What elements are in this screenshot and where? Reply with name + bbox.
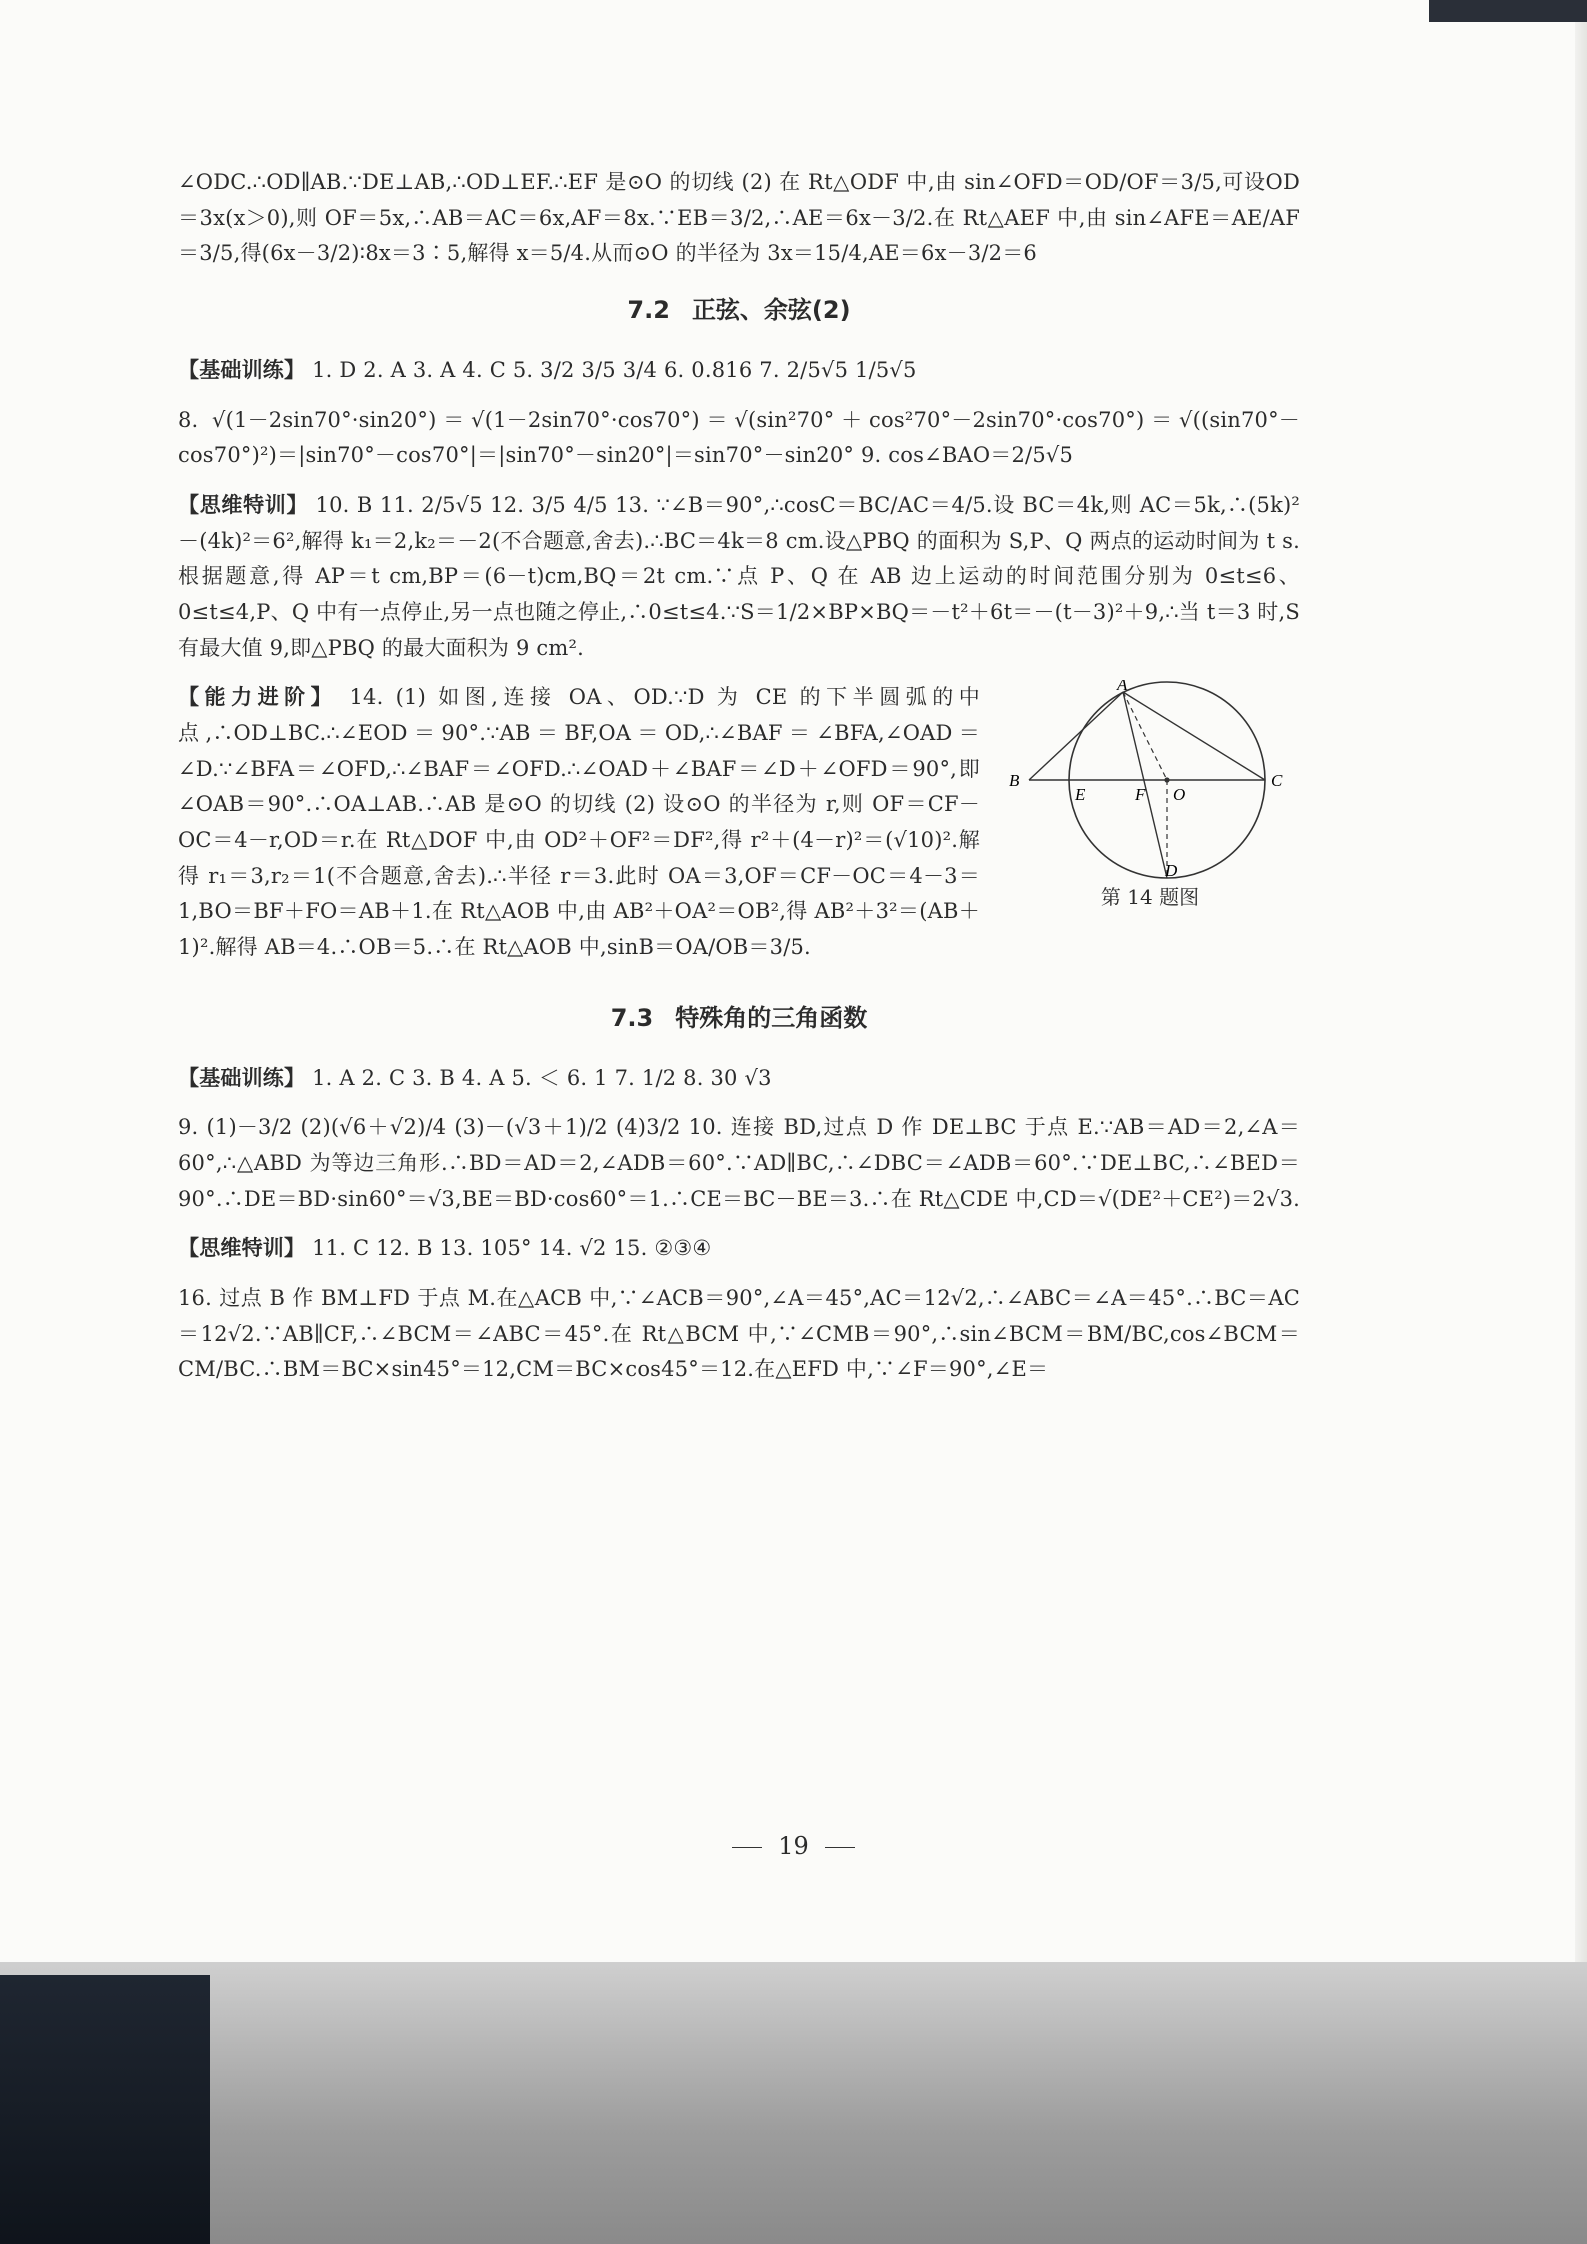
problem-8-9: 8. √(1－2sin70°·sin20°)＝√(1－2sin70°·cos70°)＝√(sin²70°＋cos²70°－2sin70°·cos70°)＝√((sin70°－cos70°)²)＝|sin70°－cos70°|＝|sin70°－sin20°|＝sin70°－sin20° 9. cos∠BAO＝2/5√5 [178,407,1300,468]
label-a: A [1117,680,1128,695]
thinking-training-text: 11. C 12. B 13. 105° 14. √2 15. ②③④ [305,1236,712,1261]
basic-training-text: 1. A 2. C 3. B 4. A 5. ＜ 6. 1 7. 1/2 8. 30 √3 [305,1065,772,1090]
circle-tangent-diagram [1005,680,1295,880]
section-title-7-2 [178,290,1300,331]
thinking-training-tag: 【思维特训】 [178,492,309,517]
problem-16: 16. 过点 B 作 BM⊥FD 于点 M.在△ACB 中,∵∠ACB＝90°,∠A＝45°,AC＝12√2,∴∠ABC＝∠A＝45°.∴BC＝AC＝12√2.∵AB∥CF,∴∠BCM＝∠ABC＝45°.在 Rt△BCM 中,∵∠CMB＝90°,∴sin∠BCM＝BM/BC,cos∠BCM＝CM/BC.∴BM＝BC×sin45°＝12,CM＝BC×cos45°＝12.在△EFD 中,∵∠F＝90°,∠E＝ [178,1286,1300,1382]
figure-caption: 第 14 题图 [1100,885,1200,910]
ability-advance-tag: 【能力进阶】 [178,685,338,710]
continued-solution: ∠ODC.∴OD∥AB.∵DE⊥AB,∴OD⊥EF.∴EF 是⊙O 的切线 (2) 在 Rt△ODF 中,由 sin∠OFD＝OD/OF＝3/5,可设OD＝3x(x＞0),则 OF＝5x,∴AB＝AC＝6x,AF＝8x.∵EB＝3/2,∴AE＝6x－3/2.在 Rt△AEF 中,由 sin∠AFE＝AE/AF＝3/5,得(6x－3/2)∶8x＝3∶5,解得 x＝5/4.从而⊙O 的半径为 3x＝15/4,AE＝6x－3/2＝6 [178,170,1300,266]
center-point [1164,778,1169,783]
problem-9-10: 9. (1)－3/2 (2)(√6＋√2)/4 (3)－(√3＋1)/2 (4)3/2 10. 连接 BD,过点 D 作 DE⊥BC 于点 E.∵AB＝AD＝2,∠A＝60°,∴△ABD 为等边三角形.∴BD＝AD＝2,∠ADB＝60°.∵AD∥BC,∴∠DBC＝∠ADB＝60°.∵DE⊥BC,∴∠BED＝90°.∴DE＝BD·sin60°＝√3,BE＝BD·cos60°＝1.∴CE＝BC－BE＝3.∴在 Rt△CDE 中,CD＝√(DE²＋CE²)＝2√3. [178,1115,1301,1211]
basic-training-tag: 【基础训练】 [178,1065,306,1090]
thinking-training-text: 10. B 11. 2/5√5 12. 3/5 4/5 13. ∵∠B＝90°,∴cosC＝BC/AC＝4/5.设 BC＝4k,则 AC＝5k,∴(5k)²－(4k)²＝6²,解得 k₁＝2,k₂＝－2(不合题意,舍去).∴BC＝4k＝8 cm.设△PBQ 的面积为 S,P、Q 两点的运动时间为 t s.根据题意,得 AP＝t cm,BP＝(6－t)cm,BQ＝2t cm.∵点 P、Q 在 AB 边上运动的时间范围分别为 0≤t≤6、0≤t≤4,P、Q 中有一点停止,另一点也随之停止,∴0≤t≤4.∵S＝1/2×BP×BQ＝－t²＋6t＝－(t－3)²＋9,∴当 t＝3 时,S 有最大值 9,即△PBQ 的最大面积为 9 cm². [178,492,1301,660]
thinking-training-answers [178,1231,1300,1267]
section-number: 7.2 [627,296,670,325]
page-number-value: 19 [778,1832,809,1860]
page-number-dash-right [825,1847,855,1848]
basic-training-tag: 【基础训练】 [178,357,306,382]
section-heading: 特殊角的三角函数 [675,1003,868,1032]
basic-training-text: 1. D 2. A 3. A 4. C 5. 3/2 3/5 3/4 6. 0.816 7. 2/5√5 1/5√5 [305,357,917,382]
scan-border-bottom [0,1962,1587,2244]
line-ac [1123,692,1265,780]
section-heading: 正弦、余弦(2) [691,296,851,325]
figure-14 [1000,680,1300,914]
label-f: F [1135,785,1146,805]
label-d: D [1165,861,1178,881]
label-c: C [1271,771,1283,791]
page-number [0,1832,1587,1860]
label-e: E [1075,785,1086,805]
ability-advance-text: 14. (1) 如图,连接 OA、OD.∵D 为 CE 的下半圆弧的中点,∴OD⊥BC.∴∠EOD＝90°.∵AB＝BF,OA＝OD,∴∠BAF＝∠BFA,∠OAD＝∠D.∵∠BFA＝∠OFD,∴∠BAF＝∠OFD.∴∠OAD＋∠BAF＝∠D＋∠OFD＝90°,即∠OAB＝90°.∴OA⊥AB.∴AB 是⊙O 的切线 (2) 设⊙O 的半径为 r,则 OF＝CF－OC＝4－r,OD＝r.在 Rt△DOF 中,由 OD²＋OF²＝DF²,得 r²＋(4－r)²＝(√10)².解得 r₁＝3,r₂＝1(不合题意,舍去).∴半径 r＝3.此时 OA＝3,OF＝CF－OC＝4－3＝1,BO＝BF＋FO＝AB＋1.在 Rt△AOB 中,由 AB²＋OA²＝OB²,得 AB²＋3²＝(AB＋1)².解得 AB＝4.∴OB＝5.∴在 Rt△AOB 中,sinB＝OA/OB＝3/5. [178,685,981,960]
page-number-dash-left [732,1847,762,1848]
tangent-ab [1029,692,1123,780]
thinking-training-tag: 【思维特训】 [178,1236,306,1261]
basic-training-answers [178,1061,1300,1097]
section-number: 7.3 [610,1003,654,1032]
section-title-7-3 [178,998,1300,1039]
scan-border-top [1429,0,1587,22]
basic-training-answers [178,353,1300,389]
page-content [178,165,1300,1402]
thinking-training-answers [178,488,1300,666]
scan-corner-dark [0,1975,210,2244]
label-o: O [1173,785,1186,805]
scan-border-right [1575,22,1587,1972]
label-b: B [1009,771,1020,791]
